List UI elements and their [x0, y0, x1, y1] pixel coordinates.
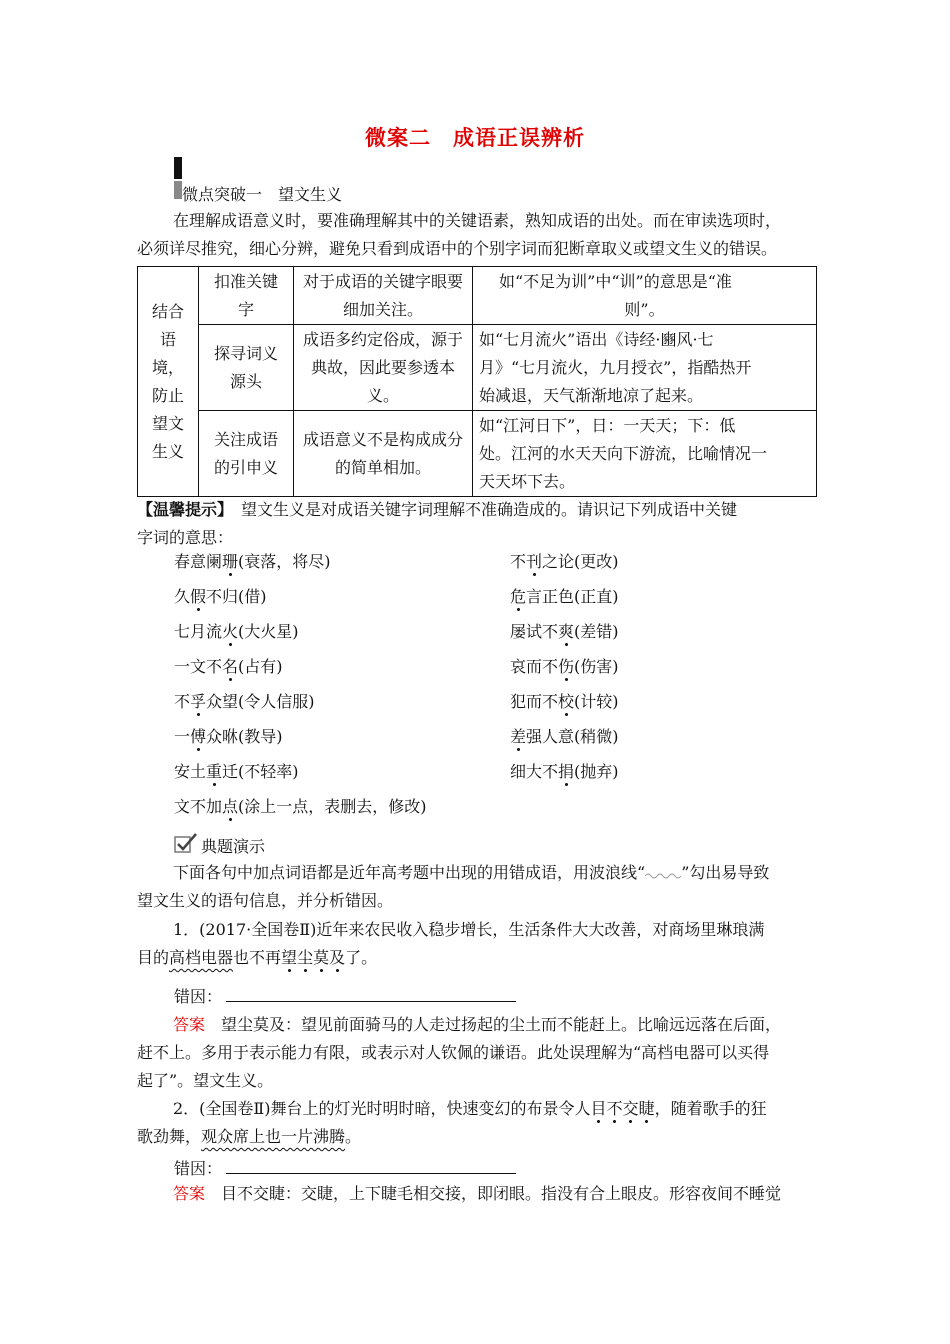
question-1: 1．(2017·全国卷Ⅱ)近年来农民收入稳步增长，生活条件大大改善，对商场里琳琅满 目的高档电器也不再望尘莫及了。: [137, 920, 765, 967]
q2-answer: 答案 目不交睫：交睫，上下睫毛相交接，即闭眼。指没有合上眼皮。形容夜间不睡觉: [173, 1184, 782, 1203]
idiom-item: 哀而不伤(伤害): [510, 657, 619, 676]
table-method-cell: 关注成语 的引申义: [199, 411, 294, 497]
idiom-item: 一傅众咻(教导): [174, 727, 283, 746]
demo-intro: 下面各句中加点词语都是近年高考题中出现的用错成语，用波浪线“ ”勾出易导致 望文生义的语句信息，并分析错因。: [137, 863, 770, 910]
idiom-item: 文不加点(涂上一点，表删去，修改): [174, 797, 427, 816]
idiom-item: 差强人意(稍微): [510, 727, 619, 746]
table-desc-cell: 成语意义不是构成成分 的简单相加。: [294, 411, 473, 497]
answer-label: 答案: [173, 1015, 206, 1034]
table-method-cell: 扣准关键 字: [199, 267, 294, 325]
table-example-cell: 如“不足为训”中“训”的意思是“准 则”。: [473, 267, 817, 325]
idiom-item: 不刊之论(更改): [510, 552, 619, 571]
idiom-item: 细大不捐(抛弃): [510, 762, 619, 781]
section-marker-icon: [174, 157, 182, 199]
demo-heading: 典题演示: [201, 837, 266, 856]
tip-label: 【温馨提示】: [137, 500, 226, 519]
checkbox-icon: [174, 832, 198, 854]
idiom-item: 久假不归(借): [174, 587, 267, 606]
table-desc-cell: 对于成语的关键字眼要 细加关注。: [294, 267, 473, 325]
page-title: 微案二 成语正误辨析: [365, 125, 585, 150]
q1-answer: 答案 望尘莫及：望见前面骑马的人走过扬起的尘土而不能赶上。比喻远远落在后面， 赶不上。多用于表示能力有限，或表示对人钦佩的谦语。此处误理解为“高档电器可以买得 起了”。望文生义。: [137, 1015, 782, 1090]
intro-paragraph: 在理解成语意义时，要准确理解其中的关键语素，熟知成语的出处。而在审读选项时， 必须详尽推究，细心分辨，避免只看到成语中的个别字词而犯断章取义或望文生义的错误。: [137, 211, 782, 258]
idiom-item: 一文不名(占有): [174, 657, 283, 676]
idiom-item: 安土重迁(不轻率): [174, 762, 299, 781]
question-2: 2．(全国卷Ⅱ)舞台上的灯光时明时暗，快速变幻的布景令人目不交睫，随着歌手的狂 歌劲舞，观众席上也一片沸腾。: [137, 1099, 767, 1146]
idiom-item: 春意阑珊(衰落，将尽): [174, 552, 331, 571]
q2-answer-blank[interactable]: [226, 1173, 516, 1174]
q1-error-reason: 错因：: [174, 984, 516, 1007]
q2-error-reason: 错因：: [174, 1156, 516, 1179]
tip-paragraph: 【温馨提示】 望文生义是对成语关键字词理解不准确造成的。请识记下列成语中关键 字词的意思：: [137, 500, 738, 547]
idiom-item: 七月流火(大火星): [174, 622, 299, 641]
idiom-item: 不孚众望(令人信服): [174, 692, 315, 711]
idiom-item: 危言正色(正直): [510, 587, 619, 606]
wavy-line-sample-icon: [645, 869, 681, 879]
answer-label: 答案: [173, 1184, 206, 1203]
idiom-item: 犯而不校(计较): [510, 692, 619, 711]
q1-answer-blank[interactable]: [226, 1001, 516, 1002]
key-points-table: [137, 266, 817, 497]
table-example-cell: 如“七月流火”语出《诗经·豳风·七 月》“七月流火，九月授衣”，指酷热开 始减退，天气渐渐地凉了起来。: [473, 325, 817, 411]
table-desc-cell: 成语多约定俗成，源于 典故，因此要参透本 义。: [294, 325, 473, 411]
table-method-cell: 探寻词义 源头: [199, 325, 294, 411]
table-group-label: 结合 语 境， 防止 望文 生义: [138, 267, 199, 497]
section-heading: 微点突破一 望文生义: [182, 185, 343, 204]
table-example-cell: 如“江河日下”，日：一天天；下：低 处。江河的水天天向下游流，比喻情况一 天天坏下去。: [473, 411, 817, 497]
idiom-item: 屡试不爽(差错): [510, 622, 619, 641]
